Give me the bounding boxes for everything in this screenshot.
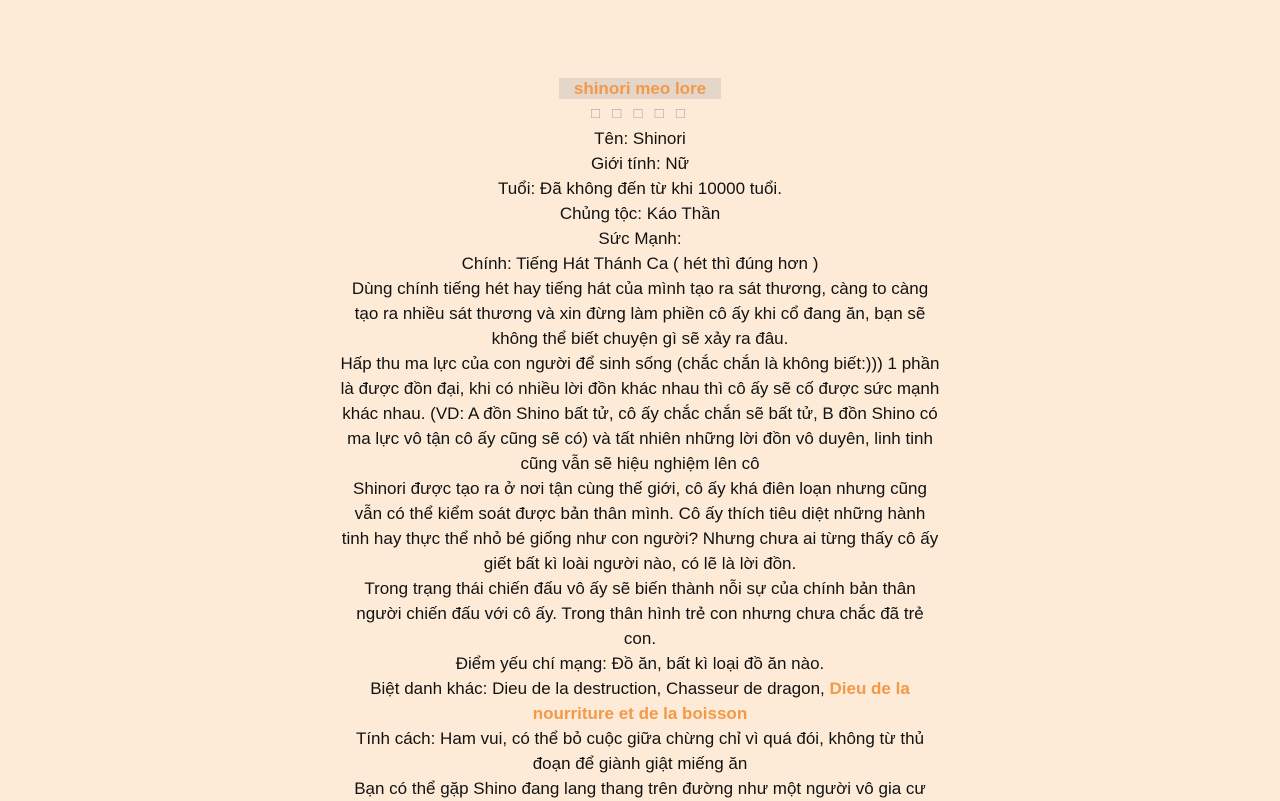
gender-line: Giới tính: Nữ: [590, 154, 690, 173]
race-line: Chủng tộc: Káo Thần: [559, 204, 721, 223]
power-description-paragraph: Dùng chính tiếng hét hay tiếng hát của mình tạo ra sát thương, càng to càng tạo ra nhiều sát thương và xin đừng làm phiền cô ấy khi cổ đang ăn, bạn sẽ không thể biết chuyện gì sẽ xảy ra đâu.: [351, 279, 929, 348]
page-title: shinori meo lore: [559, 78, 721, 99]
name-line: Tên: Shinori: [594, 129, 686, 148]
mana-absorption-paragraph: Hấp thu ma lực của con người để sinh sống (chắc chắn là không biết:))) 1 phần là được đồn đại, khi có nhiều lời đồn khác nhau thì cô ấy sẽ cố được sức mạnh khác nhau. (VD: A đồn Shino bất tử, cô ấy chắc chắn sẽ bất tử, B đồn Shino có ma lực vô tận cô ấy cũng sẽ có) và tất nhiên những lời đồn vô duyên, linh tinh cũng vẫn sẽ hiệu nghiệm lên cô: [340, 354, 940, 473]
age-line: Tuổi: Đã không đến từ khi 10000 tuổi.: [498, 179, 782, 198]
title-row: [340, 76, 940, 101]
last-line: Bạn có thể gặp Shino đang lang thang trên đường như một người vô gia cư: [354, 779, 926, 798]
main-power-line: Chính: Tiếng Hát Thánh Ca ( hét thì đúng hơn ): [461, 254, 819, 273]
nickname-line: [340, 676, 940, 726]
nickname-prefix: Biệt danh khác: Dieu de la destruction, Chasseur de dragon,: [370, 679, 830, 698]
power-heading: Sức Mạnh:: [598, 229, 682, 248]
nickname-highlight: Dieu de la nourriture et de la boisson: [532, 679, 910, 723]
lore-document: [340, 76, 940, 801]
decorative-glyphs: □ □ □ □ □: [591, 105, 689, 122]
weakness-line: Điểm yếu chí mạng: Đồ ăn, bất kì loại đồ ăn nào.: [455, 654, 825, 673]
personality-line: Tính cách: Ham vui, có thể bỏ cuộc giữa chừng chỉ vì quá đói, không từ thủ đoạn để giành giật miếng ăn: [355, 729, 925, 773]
origin-paragraph: Shinori được tạo ra ở nơi tận cùng thế giới, cô ấy khá điên loạn nhưng cũng vẫn có thể kiểm soát được bản thân mình. Cô ấy thích tiêu diệt những hành tinh hay thực thể nhỏ bé giống như con người? Nhưng chưa ai từng thấy cô ấy giết bất kì loài người nào, có lẽ là lời đồn.: [341, 479, 939, 573]
combat-paragraph: Trong trạng thái chiến đấu vô ấy sẽ biến thành nỗi sự của chính bản thân người chiến đấu với cô ấy. Trong thân hình trẻ con nhưng chưa chắc đã trẻ con.: [356, 579, 924, 648]
